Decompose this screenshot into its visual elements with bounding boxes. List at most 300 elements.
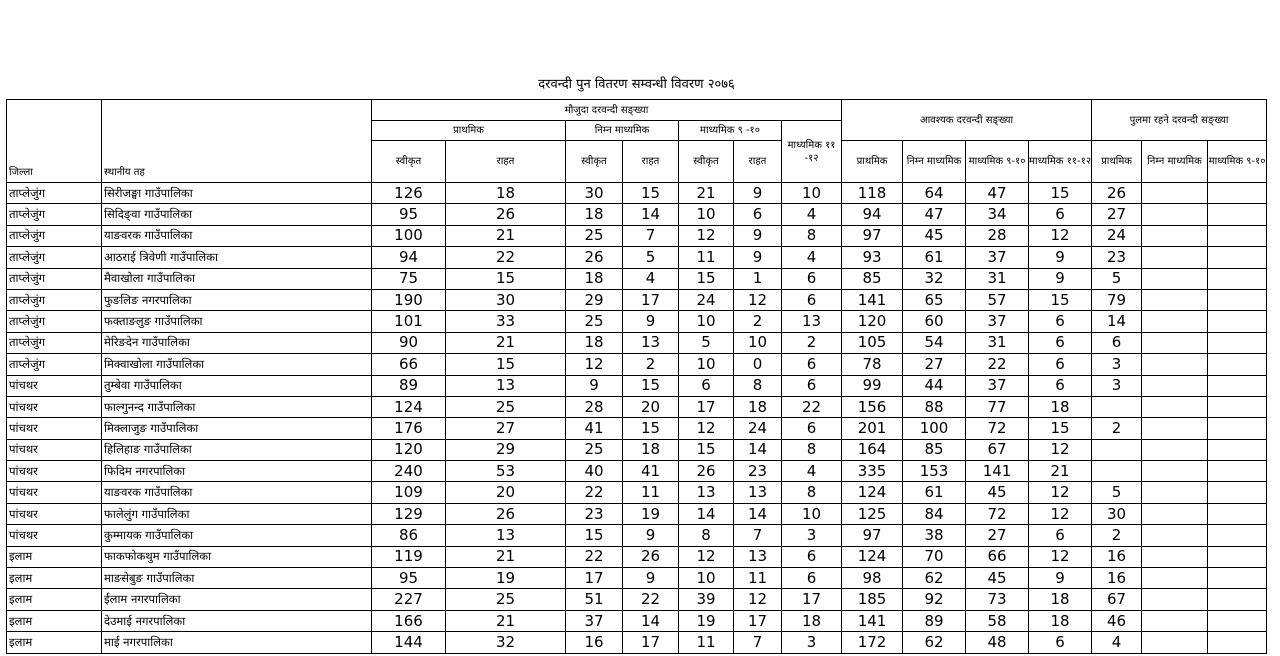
lower-secondary-relief-cell: 5 xyxy=(623,247,679,268)
pool-primary-cell: 24 xyxy=(1092,225,1142,246)
pool-secondary-9-10-header: माध्यमिक ९-१० xyxy=(1208,141,1267,183)
required-secondary-9-10-cell: 31 xyxy=(966,332,1029,353)
pool-primary-cell: 14 xyxy=(1092,311,1142,332)
primary-approved-cell: 119 xyxy=(372,546,446,567)
secondary-relief-cell: 14 xyxy=(734,439,782,460)
table-row xyxy=(7,354,1267,375)
local-level-cell: मैवाखोला गाउँपालिका xyxy=(102,268,372,289)
pool-lower-secondary-cell xyxy=(1142,183,1208,204)
required-primary-cell: 85 xyxy=(842,268,903,289)
local-level-cell: याङवरक गाउँपालिका xyxy=(102,482,372,503)
required-posts-group-header: आवश्यक दरवन्दी सङ्ख्या xyxy=(842,100,1092,141)
lower-secondary-approved-cell: 25 xyxy=(566,311,623,332)
local-level-cell: मेरिङदेन गाउँपालिका xyxy=(102,332,372,353)
pool-primary-cell xyxy=(1092,439,1142,460)
lower-secondary-approved-cell: 15 xyxy=(566,525,623,546)
pool-secondary-9-10-cell xyxy=(1208,461,1267,482)
pool-primary-cell: 5 xyxy=(1092,268,1142,289)
pool-primary-cell: 23 xyxy=(1092,247,1142,268)
primary-relief-cell: 53 xyxy=(446,461,566,482)
required-primary-cell: 164 xyxy=(842,439,903,460)
pool-lower-secondary-cell xyxy=(1142,568,1208,589)
district-cell: ताप्लेजुंग xyxy=(7,289,102,310)
secondary-approved-cell: 17 xyxy=(679,396,734,417)
required-secondary-11-12-cell: 9 xyxy=(1029,568,1092,589)
district-column-header: जिल्ला xyxy=(7,100,102,183)
district-cell: इलाम xyxy=(7,632,102,653)
required-secondary-11-12-cell: 15 xyxy=(1029,183,1092,204)
table-row xyxy=(7,311,1267,332)
pool-primary-header: प्राथमिक xyxy=(1092,141,1142,183)
pool-secondary-9-10-cell xyxy=(1208,610,1267,631)
pool-secondary-9-10-cell xyxy=(1208,354,1267,375)
required-secondary-11-12-cell: 12 xyxy=(1029,439,1092,460)
primary-approved-cell: 66 xyxy=(372,354,446,375)
table-row xyxy=(7,183,1267,204)
lower-secondary-relief-cell: 14 xyxy=(623,610,679,631)
required-primary-cell: 124 xyxy=(842,546,903,567)
table-row xyxy=(7,247,1267,268)
pool-lower-secondary-cell xyxy=(1142,418,1208,439)
primary-relief-cell: 27 xyxy=(446,418,566,439)
local-level-cell: सिरीजङ्घा गाउँपालिका xyxy=(102,183,372,204)
secondary-relief-cell: 7 xyxy=(734,632,782,653)
sheet-title: दरवन्दी पुन वितरण सम्वन्धी विवरण २०७६ xyxy=(538,77,735,92)
primary-approved-cell: 120 xyxy=(372,439,446,460)
local-level-cell: फक्ताङलुङ गाउँपालिका xyxy=(102,311,372,332)
pool-primary-cell: 26 xyxy=(1092,183,1142,204)
secondary-11-12-cell: 3 xyxy=(782,632,842,653)
primary-relief-cell: 13 xyxy=(446,375,566,396)
required-secondary-9-10-cell: 73 xyxy=(966,589,1029,610)
primary-approved-cell: 75 xyxy=(372,268,446,289)
local-level-cell: फुङलिङ नगरपालिका xyxy=(102,289,372,310)
primary-relief-cell: 18 xyxy=(446,183,566,204)
required-primary-cell: 105 xyxy=(842,332,903,353)
primary-approved-cell: 95 xyxy=(372,568,446,589)
secondary-11-12-cell: 4 xyxy=(782,204,842,225)
table-row xyxy=(7,461,1267,482)
lower-secondary-relief-cell: 41 xyxy=(623,461,679,482)
district-cell: पांचथर xyxy=(7,525,102,546)
secondary-relief-cell: 23 xyxy=(734,461,782,482)
table-body xyxy=(7,183,1267,654)
pool-lower-secondary-cell xyxy=(1142,204,1208,225)
district-cell: पांचथर xyxy=(7,396,102,417)
pool-primary-cell: 2 xyxy=(1092,418,1142,439)
required-lower-secondary-cell: 92 xyxy=(903,589,966,610)
pool-primary-cell: 6 xyxy=(1092,332,1142,353)
secondary-relief-cell: 1 xyxy=(734,268,782,289)
secondary-approved-cell: 39 xyxy=(679,589,734,610)
required-secondary-11-12-cell: 12 xyxy=(1029,482,1092,503)
required-lower-secondary-cell: 32 xyxy=(903,268,966,289)
secondary-11-12-cell: 8 xyxy=(782,439,842,460)
required-primary-cell: 98 xyxy=(842,568,903,589)
primary-relief-cell: 21 xyxy=(446,610,566,631)
pool-secondary-9-10-cell xyxy=(1208,396,1267,417)
pool-lower-secondary-cell xyxy=(1142,482,1208,503)
secondary-11-12-cell: 18 xyxy=(782,610,842,631)
table-row xyxy=(7,546,1267,567)
secondary-relief-cell: 9 xyxy=(734,225,782,246)
lower-secondary-approved-cell: 17 xyxy=(566,568,623,589)
local-level-cell: मिक्लाजुङ गाउँपालिका xyxy=(102,418,372,439)
lower-secondary-approved-cell: 25 xyxy=(566,225,623,246)
required-lower-secondary-cell: 64 xyxy=(903,183,966,204)
pool-lower-secondary-cell xyxy=(1142,311,1208,332)
pool-lower-secondary-cell xyxy=(1142,546,1208,567)
secondary-relief-cell: 12 xyxy=(734,589,782,610)
required-primary-cell: 172 xyxy=(842,632,903,653)
secondary-approved-cell: 10 xyxy=(679,354,734,375)
secondary-approved-cell: 19 xyxy=(679,610,734,631)
primary-approved-cell: 90 xyxy=(372,332,446,353)
lower-secondary-relief-cell: 7 xyxy=(623,225,679,246)
secondary-relief-cell: 24 xyxy=(734,418,782,439)
required-secondary-11-12-cell: 21 xyxy=(1029,461,1092,482)
required-secondary-9-10-cell: 57 xyxy=(966,289,1029,310)
pool-primary-cell: 30 xyxy=(1092,503,1142,524)
lower-secondary-approved-cell: 23 xyxy=(566,503,623,524)
required-lower-secondary-cell: 27 xyxy=(903,354,966,375)
local-level-cell: कुम्मायक गाउँपालिका xyxy=(102,525,372,546)
lower-secondary-relief-cell: 17 xyxy=(623,289,679,310)
local-level-cell: माङसेबुङ गाउँपालिका xyxy=(102,568,372,589)
pool-lower-secondary-cell xyxy=(1142,461,1208,482)
required-secondary-9-10-cell: 58 xyxy=(966,610,1029,631)
pool-primary-cell: 16 xyxy=(1092,568,1142,589)
lower-secondary-relief-cell: 18 xyxy=(623,439,679,460)
local-level-cell: तुम्बेवा गाउँपालिका xyxy=(102,375,372,396)
secondary-11-12-cell: 4 xyxy=(782,461,842,482)
required-primary-cell: 97 xyxy=(842,225,903,246)
secondary-approved-cell: 10 xyxy=(679,311,734,332)
secondary-11-12-cell: 6 xyxy=(782,568,842,589)
lower-secondary-relief-cell: 9 xyxy=(623,525,679,546)
lower-secondary-relief-cell: 15 xyxy=(623,375,679,396)
district-cell: ताप्लेजुंग xyxy=(7,354,102,375)
required-primary-cell: 335 xyxy=(842,461,903,482)
required-secondary-9-10-cell: 22 xyxy=(966,354,1029,375)
district-cell: पांचथर xyxy=(7,482,102,503)
primary-relief-cell: 15 xyxy=(446,268,566,289)
secondary-approved-cell: 21 xyxy=(679,183,734,204)
required-lower-secondary-cell: 45 xyxy=(903,225,966,246)
required-lower-secondary-cell: 62 xyxy=(903,568,966,589)
required-lower-secondary-cell: 60 xyxy=(903,311,966,332)
secondary-approved-cell: 11 xyxy=(679,247,734,268)
secondary-11-12-cell: 22 xyxy=(782,396,842,417)
lower-secondary-approved-cell: 22 xyxy=(566,546,623,567)
required-primary-cell: 94 xyxy=(842,204,903,225)
pool-secondary-9-10-cell xyxy=(1208,332,1267,353)
required-secondary-9-10-cell: 66 xyxy=(966,546,1029,567)
pool-lower-secondary-cell xyxy=(1142,632,1208,653)
primary-approved-cell: 86 xyxy=(372,525,446,546)
required-primary-cell: 78 xyxy=(842,354,903,375)
primary-relief-cell: 13 xyxy=(446,525,566,546)
secondary-approved-header: स्वीकृत xyxy=(679,141,734,183)
primary-relief-cell: 26 xyxy=(446,204,566,225)
secondary-relief-cell: 6 xyxy=(734,204,782,225)
lower-secondary-relief-cell: 22 xyxy=(623,589,679,610)
required-secondary-9-10-cell: 37 xyxy=(966,247,1029,268)
pool-secondary-9-10-cell xyxy=(1208,589,1267,610)
district-cell: ताप्लेजुंग xyxy=(7,204,102,225)
primary-relief-cell: 22 xyxy=(446,247,566,268)
required-secondary-9-10-cell: 72 xyxy=(966,418,1029,439)
pool-secondary-9-10-cell xyxy=(1208,632,1267,653)
primary-approved-header: स्वीकृत xyxy=(372,141,446,183)
required-secondary-11-12-cell: 6 xyxy=(1029,311,1092,332)
local-level-cell: फाकफोकथुम गाउँपालिका xyxy=(102,546,372,567)
required-primary-cell: 124 xyxy=(842,482,903,503)
primary-relief-cell: 20 xyxy=(446,482,566,503)
required-lower-secondary-cell: 44 xyxy=(903,375,966,396)
primary-relief-cell: 25 xyxy=(446,589,566,610)
primary-relief-cell: 33 xyxy=(446,311,566,332)
pool-lower-secondary-cell xyxy=(1142,332,1208,353)
secondary-approved-cell: 11 xyxy=(679,632,734,653)
lower-secondary-relief-cell: 14 xyxy=(623,204,679,225)
pool-primary-cell xyxy=(1092,461,1142,482)
secondary-relief-cell: 2 xyxy=(734,311,782,332)
required-secondary-11-12-cell: 6 xyxy=(1029,354,1092,375)
pool-lower-secondary-cell xyxy=(1142,247,1208,268)
table-row xyxy=(7,439,1267,460)
lower-secondary-relief-cell: 11 xyxy=(623,482,679,503)
required-primary-cell: 93 xyxy=(842,247,903,268)
lower-secondary-approved-cell: 29 xyxy=(566,289,623,310)
secondary-approved-cell: 12 xyxy=(679,418,734,439)
lower-secondary-approved-cell: 18 xyxy=(566,268,623,289)
district-cell: इलाम xyxy=(7,568,102,589)
required-lower-secondary-cell: 84 xyxy=(903,503,966,524)
lower-secondary-approved-cell: 18 xyxy=(566,332,623,353)
district-cell: पांचथर xyxy=(7,439,102,460)
lower-secondary-approved-cell: 28 xyxy=(566,396,623,417)
pool-lower-secondary-cell xyxy=(1142,375,1208,396)
pool-secondary-9-10-cell xyxy=(1208,503,1267,524)
pool-primary-cell: 46 xyxy=(1092,610,1142,631)
primary-approved-cell: 126 xyxy=(372,183,446,204)
lower-secondary-relief-cell: 26 xyxy=(623,546,679,567)
primary-approved-cell: 94 xyxy=(372,247,446,268)
required-lower-secondary-cell: 65 xyxy=(903,289,966,310)
secondary-relief-cell: 8 xyxy=(734,375,782,396)
required-secondary-11-12-cell: 9 xyxy=(1029,268,1092,289)
primary-approved-cell: 144 xyxy=(372,632,446,653)
staff-allocation-table xyxy=(6,99,1267,654)
required-secondary-9-10-cell: 141 xyxy=(966,461,1029,482)
required-secondary-11-12-cell: 15 xyxy=(1029,418,1092,439)
local-level-cell: हिलिहाङ गाउँपालिका xyxy=(102,439,372,460)
required-lower-secondary-cell: 47 xyxy=(903,204,966,225)
table-row xyxy=(7,589,1267,610)
secondary-11-12-cell: 4 xyxy=(782,247,842,268)
lower-secondary-approved-cell: 30 xyxy=(566,183,623,204)
secondary-approved-cell: 15 xyxy=(679,439,734,460)
table-row xyxy=(7,503,1267,524)
pool-lower-secondary-cell xyxy=(1142,610,1208,631)
required-secondary-9-10-cell: 45 xyxy=(966,568,1029,589)
required-lower-secondary-cell: 62 xyxy=(903,632,966,653)
secondary-approved-cell: 26 xyxy=(679,461,734,482)
required-lower-secondary-cell: 38 xyxy=(903,525,966,546)
district-cell: इलाम xyxy=(7,610,102,631)
required-secondary-11-12-cell: 9 xyxy=(1029,247,1092,268)
pool-primary-cell: 5 xyxy=(1092,482,1142,503)
local-level-cell: आठराई त्रिवेणी गाउँपालिका xyxy=(102,247,372,268)
required-secondary-9-10-header: माध्यमिक ९-१० xyxy=(966,141,1029,183)
required-lower-secondary-header: निम्न माध्यमिक xyxy=(903,141,966,183)
local-level-cell: माई नगरपालिका xyxy=(102,632,372,653)
primary-relief-cell: 32 xyxy=(446,632,566,653)
pool-lower-secondary-cell xyxy=(1142,268,1208,289)
table-row xyxy=(7,632,1267,653)
table-row xyxy=(7,332,1267,353)
secondary-approved-cell: 13 xyxy=(679,482,734,503)
required-secondary-9-10-cell: 67 xyxy=(966,439,1029,460)
lower-secondary-relief-cell: 4 xyxy=(623,268,679,289)
secondary-11-12-cell: 6 xyxy=(782,354,842,375)
pool-primary-cell: 79 xyxy=(1092,289,1142,310)
secondary-relief-cell: 7 xyxy=(734,525,782,546)
required-lower-secondary-cell: 88 xyxy=(903,396,966,417)
table-row xyxy=(7,375,1267,396)
lower-secondary-approved-cell: 26 xyxy=(566,247,623,268)
secondary-11-12-cell: 6 xyxy=(782,289,842,310)
secondary-relief-cell: 11 xyxy=(734,568,782,589)
primary-approved-cell: 101 xyxy=(372,311,446,332)
lower-secondary-approved-cell: 37 xyxy=(566,610,623,631)
pool-secondary-9-10-cell xyxy=(1208,439,1267,460)
secondary-approved-cell: 6 xyxy=(679,375,734,396)
primary-approved-cell: 227 xyxy=(372,589,446,610)
table-row xyxy=(7,396,1267,417)
secondary-relief-cell: 13 xyxy=(734,546,782,567)
lower-secondary-relief-cell: 9 xyxy=(623,568,679,589)
required-secondary-11-12-header: माध्यमिक ११-१२ xyxy=(1029,141,1092,183)
secondary-11-12-cell: 6 xyxy=(782,546,842,567)
required-primary-cell: 141 xyxy=(842,289,903,310)
district-cell: पांचथर xyxy=(7,461,102,482)
required-primary-cell: 125 xyxy=(842,503,903,524)
secondary-11-12-cell: 10 xyxy=(782,183,842,204)
primary-relief-cell: 21 xyxy=(446,332,566,353)
secondary-11-12-cell: 6 xyxy=(782,268,842,289)
required-secondary-11-12-cell: 12 xyxy=(1029,503,1092,524)
required-primary-cell: 185 xyxy=(842,589,903,610)
table-row xyxy=(7,610,1267,631)
primary-relief-cell: 29 xyxy=(446,439,566,460)
required-secondary-9-10-cell: 72 xyxy=(966,503,1029,524)
required-lower-secondary-cell: 85 xyxy=(903,439,966,460)
table-row xyxy=(7,289,1267,310)
local-level-cell: याङवरक गाउँपालिका xyxy=(102,225,372,246)
lower-secondary-approved-cell: 41 xyxy=(566,418,623,439)
lower-secondary-approved-cell: 18 xyxy=(566,204,623,225)
pool-secondary-9-10-cell xyxy=(1208,289,1267,310)
pool-primary-cell: 67 xyxy=(1092,589,1142,610)
primary-approved-cell: 89 xyxy=(372,375,446,396)
existing-posts-group-header: मौजुदा दरवन्दी सङ्ख्या xyxy=(372,100,842,121)
pool-lower-secondary-cell xyxy=(1142,439,1208,460)
required-primary-cell: 141 xyxy=(842,610,903,631)
secondary-11-12-cell: 6 xyxy=(782,375,842,396)
required-lower-secondary-cell: 89 xyxy=(903,610,966,631)
district-cell: इलाम xyxy=(7,546,102,567)
pool-secondary-9-10-cell xyxy=(1208,418,1267,439)
pool-lower-secondary-cell xyxy=(1142,589,1208,610)
lower-secondary-approved-cell: 12 xyxy=(566,354,623,375)
pool-primary-cell: 2 xyxy=(1092,525,1142,546)
pool-lower-secondary-cell xyxy=(1142,503,1208,524)
district-cell: ताप्लेजुंग xyxy=(7,332,102,353)
pool-primary-cell: 16 xyxy=(1092,546,1142,567)
primary-approved-cell: 100 xyxy=(372,225,446,246)
secondary-11-12-cell: 8 xyxy=(782,482,842,503)
pool-primary-cell xyxy=(1092,396,1142,417)
pool-posts-group-header: पुलमा रहने दरवन्दी सङ्ख्या xyxy=(1092,100,1267,141)
pool-secondary-9-10-cell xyxy=(1208,311,1267,332)
lower-secondary-approved-cell: 25 xyxy=(566,439,623,460)
required-secondary-9-10-cell: 77 xyxy=(966,396,1029,417)
lower-secondary-relief-header: राहत xyxy=(623,141,679,183)
secondary-11-12-cell: 8 xyxy=(782,225,842,246)
pool-secondary-9-10-cell xyxy=(1208,482,1267,503)
existing-primary-header: प्राथमिक xyxy=(372,121,566,141)
required-primary-cell: 99 xyxy=(842,375,903,396)
secondary-approved-cell: 24 xyxy=(679,289,734,310)
pool-primary-cell: 27 xyxy=(1092,204,1142,225)
required-primary-cell: 118 xyxy=(842,183,903,204)
secondary-relief-cell: 9 xyxy=(734,183,782,204)
table-header xyxy=(7,100,1267,183)
required-secondary-9-10-cell: 37 xyxy=(966,311,1029,332)
table-row xyxy=(7,482,1267,503)
lower-secondary-approved-header: स्वीकृत xyxy=(566,141,623,183)
required-secondary-9-10-cell: 28 xyxy=(966,225,1029,246)
required-lower-secondary-cell: 70 xyxy=(903,546,966,567)
pool-secondary-9-10-cell xyxy=(1208,375,1267,396)
pool-secondary-9-10-cell xyxy=(1208,183,1267,204)
secondary-11-12-cell: 13 xyxy=(782,311,842,332)
pool-secondary-9-10-cell xyxy=(1208,247,1267,268)
required-secondary-11-12-cell: 6 xyxy=(1029,632,1092,653)
district-cell: पांचथर xyxy=(7,375,102,396)
required-primary-header: प्राथमिक xyxy=(842,141,903,183)
lower-secondary-approved-cell: 22 xyxy=(566,482,623,503)
secondary-approved-cell: 5 xyxy=(679,332,734,353)
required-secondary-11-12-cell: 12 xyxy=(1029,225,1092,246)
required-primary-cell: 120 xyxy=(842,311,903,332)
secondary-relief-cell: 18 xyxy=(734,396,782,417)
secondary-approved-cell: 14 xyxy=(679,503,734,524)
table-row xyxy=(7,525,1267,546)
local-level-cell: फाल्गुनन्द गाउँपालिका xyxy=(102,396,372,417)
secondary-approved-cell: 10 xyxy=(679,204,734,225)
district-cell: ताप्लेजुंग xyxy=(7,183,102,204)
pool-lower-secondary-cell xyxy=(1142,225,1208,246)
required-secondary-9-10-cell: 31 xyxy=(966,268,1029,289)
secondary-approved-cell: 15 xyxy=(679,268,734,289)
primary-approved-cell: 240 xyxy=(372,461,446,482)
primary-relief-cell: 25 xyxy=(446,396,566,417)
required-secondary-11-12-cell: 6 xyxy=(1029,375,1092,396)
secondary-11-12-cell: 17 xyxy=(782,589,842,610)
